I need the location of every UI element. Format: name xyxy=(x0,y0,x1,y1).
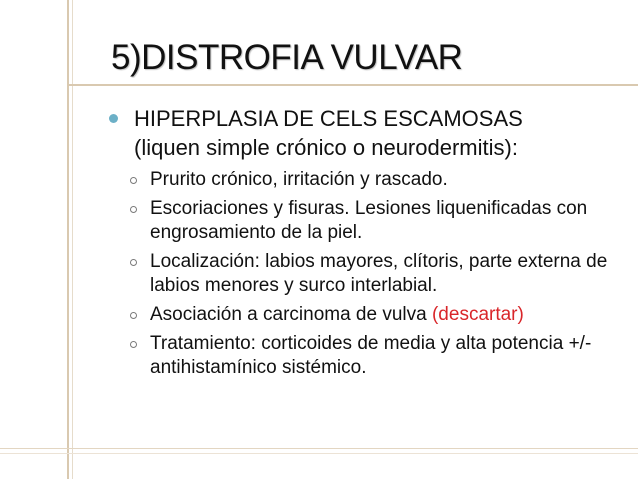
ring-bullet-icon xyxy=(130,177,137,184)
sub-bullet-text: Localización: labios mayores, clítoris, parte externa de labios menores y surco interlabial. xyxy=(150,251,608,296)
title-underline xyxy=(67,84,638,86)
bullet-dot-icon xyxy=(109,114,118,123)
highlight-text: (descartar) xyxy=(431,304,524,325)
sub-bullet-text: Tratamiento: corticoides de media y alta potencia +/- antihistamínico sistémico. xyxy=(150,333,592,378)
sub-bullet-item xyxy=(104,332,624,380)
ring-bullet-icon xyxy=(130,206,137,213)
sub-bullet-text: Escoriaciones y fisuras. Lesiones liquenificadas con engrosamiento de la piel. xyxy=(150,198,588,243)
slide-content xyxy=(104,104,624,385)
main-bullet-line-2: (liquen simple crónico o neurodermitis): xyxy=(134,135,518,160)
sub-bullet-text: Prurito crónico, irritación y rascado. xyxy=(150,169,448,190)
ring-bullet-icon xyxy=(130,312,137,319)
main-bullet-line-1: HIPERPLASIA DE CELS ESCAMOSAS xyxy=(134,106,523,131)
ring-bullet-icon xyxy=(130,259,137,266)
sub-bullet-item xyxy=(104,250,624,298)
sub-bullet-text: Asociación a carcinoma de vulva xyxy=(150,304,432,325)
sub-bullet-item xyxy=(104,168,624,192)
sub-bullet-list xyxy=(104,168,624,380)
bottom-border-line xyxy=(0,448,638,449)
bottom-border-line-2 xyxy=(0,453,638,454)
main-bullet xyxy=(104,104,624,162)
ring-bullet-icon xyxy=(130,341,137,348)
sub-bullet-item xyxy=(104,197,624,245)
sub-bullet-item xyxy=(104,303,624,327)
left-border-line xyxy=(67,0,69,479)
slide-title: 5)DISTROFIA VULVAR xyxy=(111,38,463,77)
left-border-thin-line xyxy=(72,0,73,479)
